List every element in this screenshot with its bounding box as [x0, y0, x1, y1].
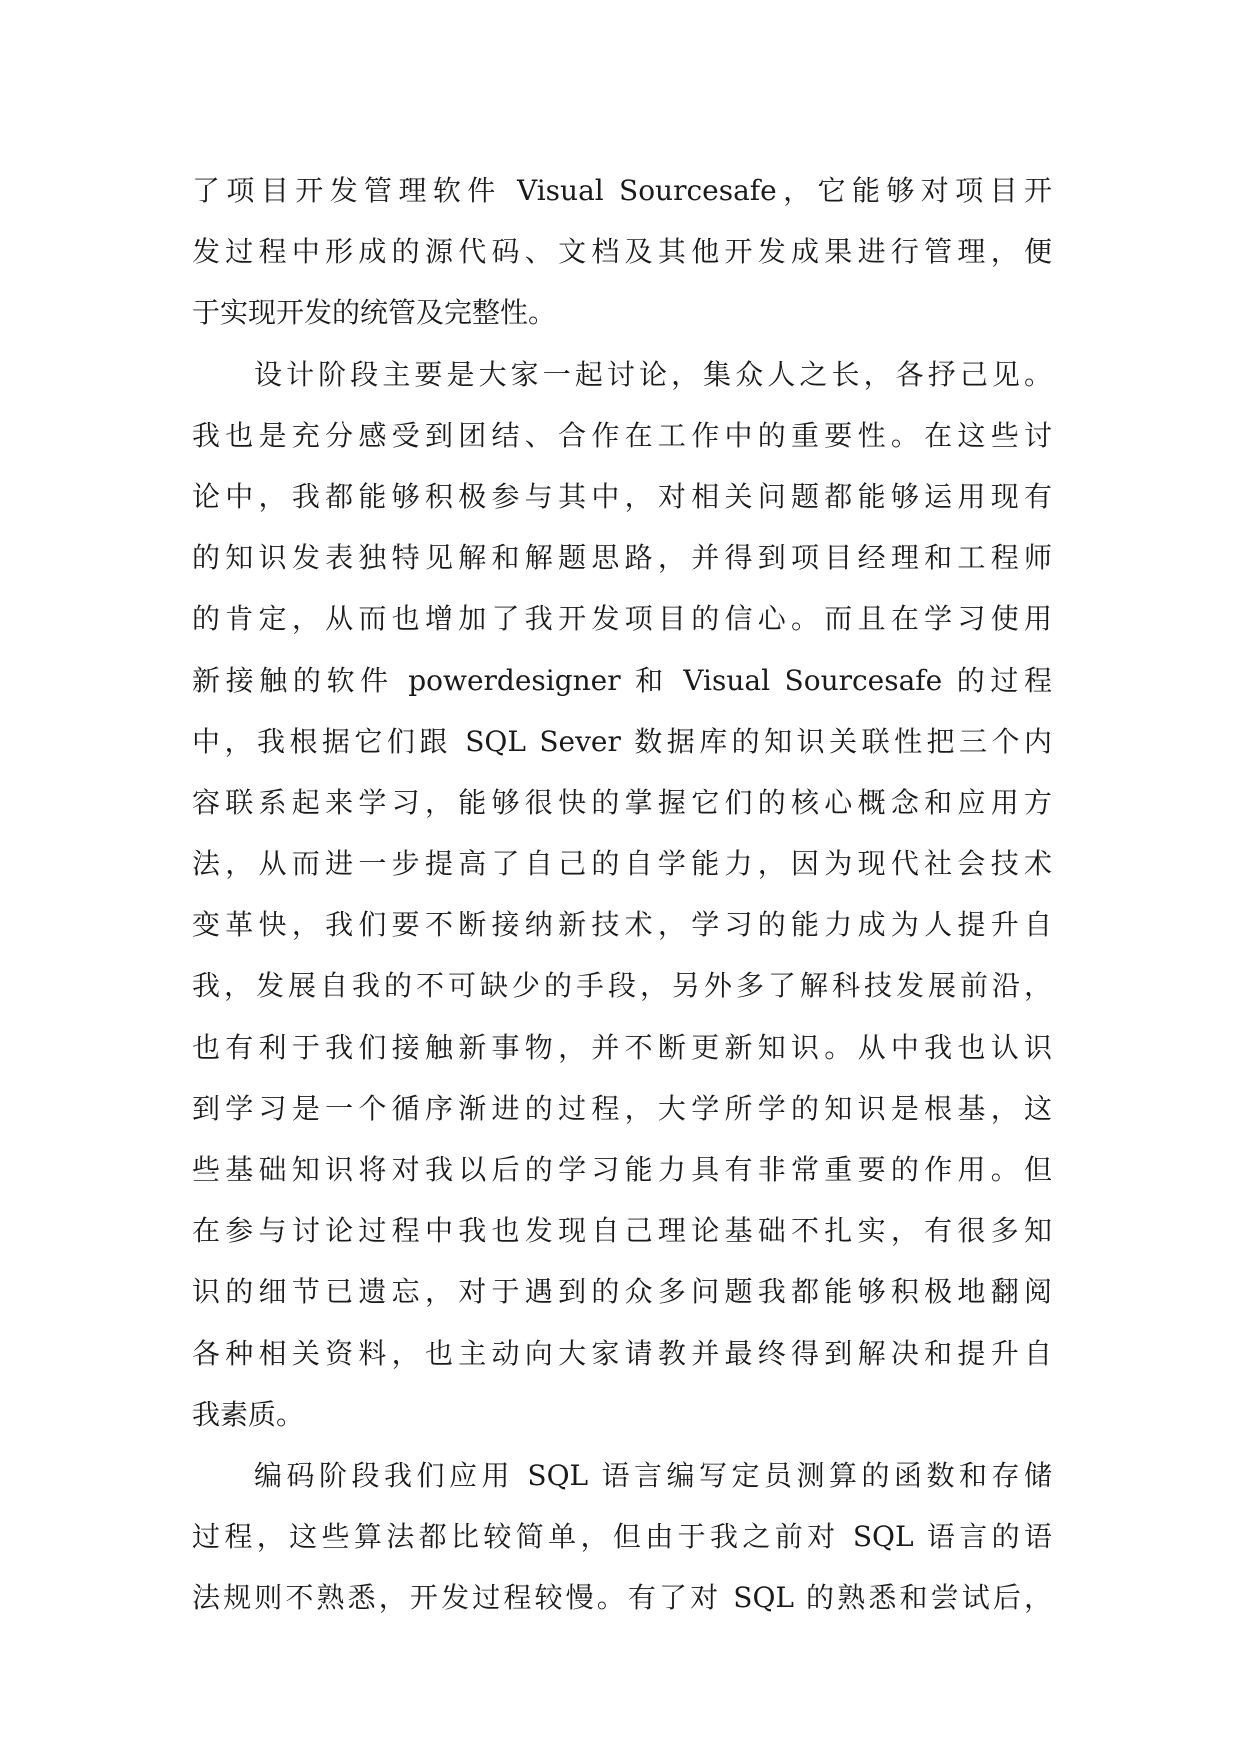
- paragraph-2-line-13: 到学习是一个循序渐进的过程，大学所学的知识是根基，这: [192, 1091, 1052, 1125]
- paragraph-2-line-9: 法，从而进一步提高了自己的自学能力，因为现代社会技术: [192, 847, 1052, 881]
- paragraph-2-line-18: 我素质。: [192, 1397, 305, 1431]
- paragraph-2-line-10: 变革快，我们要不断接纳新技术，学习的能力成为人提升自: [192, 908, 1052, 942]
- paragraph-2-line-15: 在参与讨论过程中我也发现自己理论基础不扎实，有很多知: [192, 1214, 1052, 1248]
- paragraph-2-line-1: 设计阶段主要是大家一起讨论，集众人之长，各抒己见。: [254, 357, 1052, 391]
- paragraph-1-line-1: 了项目开发管理软件 Visual Sourcesafe，它能够对项目开: [192, 174, 1052, 207]
- paragraph-2-line-11: 我，发展自我的不可缺少的手段，另外多了解科技发展前沿，: [192, 969, 1052, 1003]
- paragraph-2-line-12: 也有利于我们接触新事物，并不断更新知识。从中我也认识: [192, 1030, 1052, 1064]
- paragraph-2-line-6: 新接触的软件 powerdesigner 和 Visual Sourcesafe 的过程: [192, 663, 1052, 697]
- paragraph-2-line-14: 些基础知识将对我以后的学习能力具有非常重要的作用。但: [192, 1153, 1052, 1186]
- paragraph-2-line-7: 中，我根据它们跟 SQL Sever 数据库的知识关联性把三个内: [192, 724, 1052, 758]
- paragraph-2-line-17: 各种相关资料，也主动向大家请教并最终得到解决和提升自: [192, 1336, 1052, 1370]
- body-text: [192, 160, 1052, 1629]
- paragraph-2-line-3: 论中，我都能够积极参与其中，对相关问题都能够运用现有: [192, 479, 1052, 513]
- paragraph-3-line-2: 过程，这些算法都比较简单，但由于我之前对 SQL 语言的语: [192, 1520, 1052, 1554]
- paragraph-3-line-3: 法规则不熟悉，开发过程较慢。有了对 SQL 的熟悉和尝试后，: [192, 1581, 1052, 1615]
- paragraph-2-line-4: 的知识发表独特见解和解题思路，并得到项目经理和工程师: [192, 541, 1052, 575]
- paragraph-2-line-5: 的肯定，从而也增加了我开发项目的信心。而且在学习使用: [192, 602, 1052, 636]
- paragraph-3-line-1: 编码阶段我们应用 SQL 语言编写定员测算的函数和存储: [254, 1458, 1052, 1492]
- paragraph-1-line-3: 于实现开发的统管及完整性。: [192, 296, 557, 330]
- paragraph-1-line-2: 发过程中形成的源代码、文档及其他开发成果进行管理，便: [192, 235, 1052, 269]
- paragraph-2-line-2: 我也是充分感受到团结、合作在工作中的重要性。在这些讨: [192, 418, 1052, 452]
- paragraph-2-line-16: 识的细节已遗忘，对于遇到的众多问题我都能够积极地翻阅: [192, 1275, 1052, 1309]
- paragraph-2-line-8: 容联系起来学习，能够很快的掌握它们的核心概念和应用方: [192, 785, 1052, 819]
